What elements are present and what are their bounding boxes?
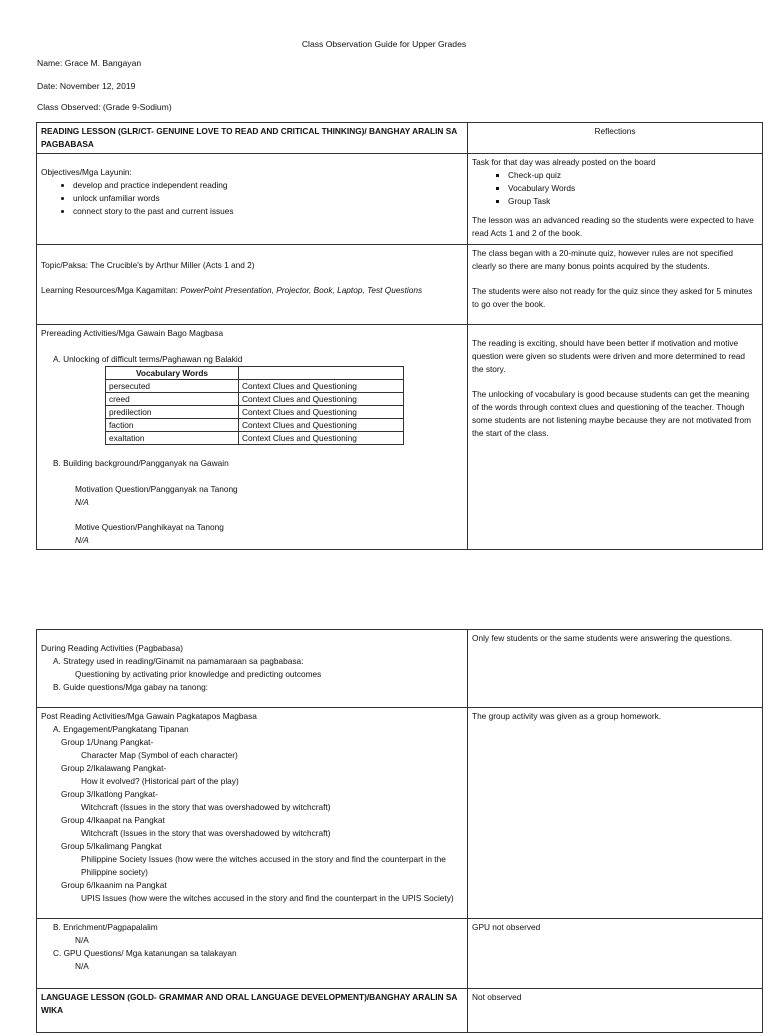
objective-item: • connect story to the past and current issues (73, 205, 463, 218)
prereading-heading: Prereading Activities/Mga Gawain Bago Magbasa (41, 328, 224, 338)
during-item-b: B. Guide questions/Mga gabay na tanong: (53, 682, 208, 692)
topic-text: Topic/Paksa: The Crucible's by Arthur Miller (Acts 1 and 2) (41, 260, 255, 270)
group-task: Witchcraft (Issues in the story that was overshadowed by witchcraft) (81, 802, 331, 812)
resources-label: Learning Resources/Mga Kagamitan: (41, 285, 181, 295)
vocab-method: Context Clues and Questioning (239, 393, 404, 406)
vocab-word: persecuted (106, 380, 239, 393)
during-strategy: Questioning by activating prior knowledge and predicting outcomes (75, 669, 322, 679)
vocab-word: creed (106, 393, 239, 406)
reading-lesson-table (36, 122, 763, 550)
task-item: ▪ Group Task (508, 195, 758, 208)
resources-value: PowerPoint Presentation, Projector, Book, Laptop, Test Questions (180, 285, 423, 295)
reflection-cell (468, 325, 763, 550)
prereading-item-b: B. Building background/Pangganyak na Gawain (53, 458, 229, 468)
reflection-text: The lesson was an advanced reading so the students were expected to have read Acts 1 and 2 of the book. (472, 215, 754, 238)
reflection-cell: The group activity was given as a group homework. (468, 708, 763, 919)
reflection-cell (468, 245, 763, 325)
motive-value: N/A (75, 535, 89, 545)
task-item: ▪ Vocabulary Words (508, 182, 758, 195)
group-task: UPIS Issues (how were the witches accused in the story and find the counterpart in the UPIS Society) (81, 893, 454, 903)
reflection-text: The students were also not ready for the quiz since they asked for 5 minutes to go over the book. (472, 286, 753, 309)
group-name: Group 4/Ikaapat na Pangkat (61, 815, 165, 825)
language-lesson-header: LANGUAGE LESSON (GOLD- GRAMMAR AND ORAL LANGUAGE DEVELOPMENT)/BANGHAY ARALIN SA WIKA (37, 989, 468, 1033)
post-item-a: A. Engagement/Pangkatang Tipanan (53, 724, 189, 734)
vocabulary-header: Vocabulary Words (106, 367, 239, 380)
reflection-cell: Only few students or the same students were answering the questions. (468, 630, 763, 708)
motive-question: Motive Question/Panghikayat na Tanong (75, 522, 224, 532)
group-name: Group 1/Unang Pangkat- (61, 737, 154, 747)
reading-lesson-header: READING LESSON (GLR/CT- GENUINE LOVE TO READ AND CRITICAL THINKING)/ BANGHAY ARALIN SA PAGBABASA (37, 123, 468, 154)
observation-date: Date: November 12, 2019 (37, 81, 136, 91)
reflection-cell: GPU not observed (468, 919, 763, 989)
vocab-method: Context Clues and Questioning (239, 432, 404, 445)
objectives-cell (37, 154, 468, 245)
post-item-c: C. GPU Questions/ Mga katanungan sa talakayan (53, 948, 237, 958)
reflection-text: The reading is exciting, should have been better if motivation and motive question were given so students were driven and more determined to read the story. (472, 338, 746, 374)
group-name: Group 6/Ikaanim na Pangkat (61, 880, 167, 890)
group-task: Witchcraft (Issues in the story that was overshadowed by witchcraft) (81, 828, 331, 838)
objective-item: • develop and practice independent reading (73, 179, 463, 192)
observer-name: Name: Grace M. Bangayan (37, 58, 142, 68)
gpu-value: N/A (75, 961, 89, 971)
class-observed: Class Observed: (Grade 9-Sodium) (37, 102, 172, 112)
during-reading-cell (37, 630, 468, 708)
vocab-word: faction (106, 419, 239, 432)
objectives-list (41, 179, 463, 218)
vocabulary-table (105, 366, 404, 445)
vocab-method: Context Clues and Questioning (239, 380, 404, 393)
enrichment-cell (37, 919, 468, 989)
objectives-heading: Objectives/Mga Layunin: (41, 167, 132, 177)
vocab-method: Context Clues and Questioning (239, 406, 404, 419)
enrichment-value: N/A (75, 935, 89, 945)
task-item: ▪ Check-up quiz (508, 169, 758, 182)
vocab-word: predilection (106, 406, 239, 419)
post-reading-cell (37, 708, 468, 919)
motivation-question: Motivation Question/Pangganyak na Tanong (75, 484, 238, 494)
language-reflection: Not observed (468, 989, 763, 1033)
reflection-text: The class began with a 20-minute quiz, however rules are not specified clearly so there are many bonus points acquired by the students. (472, 248, 734, 271)
group-task: How it evolved? (Historical part of the play) (81, 776, 239, 786)
motivation-value: N/A (75, 497, 89, 507)
vocab-word: exaltation (106, 432, 239, 445)
task-list (472, 169, 758, 208)
vocabulary-header-blank (239, 367, 404, 380)
resources-text (41, 284, 463, 297)
reading-activities-table (36, 629, 763, 1033)
reflection-cell (468, 154, 763, 245)
group-name: Group 3/Ikatlong Pangkat- (61, 789, 158, 799)
during-item-a: A. Strategy used in reading/Ginamit na pamamaraan sa pagbabasa: (53, 656, 304, 666)
post-item-b: B. Enrichment/Pagpapalalim (53, 922, 158, 932)
vocab-method: Context Clues and Questioning (239, 419, 404, 432)
prereading-item-a: A. Unlocking of difficult terms/Paghawan ng Balakid (53, 354, 243, 364)
reflections-header: Reflections (468, 123, 763, 154)
topic-cell (37, 245, 468, 325)
post-heading: Post Reading Activities/Mga Gawain Pagkatapos Magbasa (41, 711, 257, 721)
group-name: Group 2/Ikalawang Pangkat- (61, 763, 167, 773)
objective-item: • unlock unfamiliar words (73, 192, 463, 205)
group-task: Character Map (Symbol of each character) (81, 750, 238, 760)
document-title: Class Observation Guide for Upper Grades (301, 39, 467, 49)
reflection-text: Task for that day was already posted on the board (472, 157, 656, 167)
group-name: Group 5/Ikalimang Pangkat (61, 841, 162, 851)
reflection-text: The unlocking of vocabulary is good because students can get the meaning of the words through context clues and questioning of the teacher. Though some students are not listening maybe because they are not motivated from the start of the class. (472, 389, 752, 438)
group-task: Philippine Society Issues (how were the witches accused in the story and find the counterpart in the Philippine society) (81, 854, 446, 877)
prereading-cell (37, 325, 468, 550)
during-heading: During Reading Activities (Pagbabasa) (41, 643, 184, 653)
